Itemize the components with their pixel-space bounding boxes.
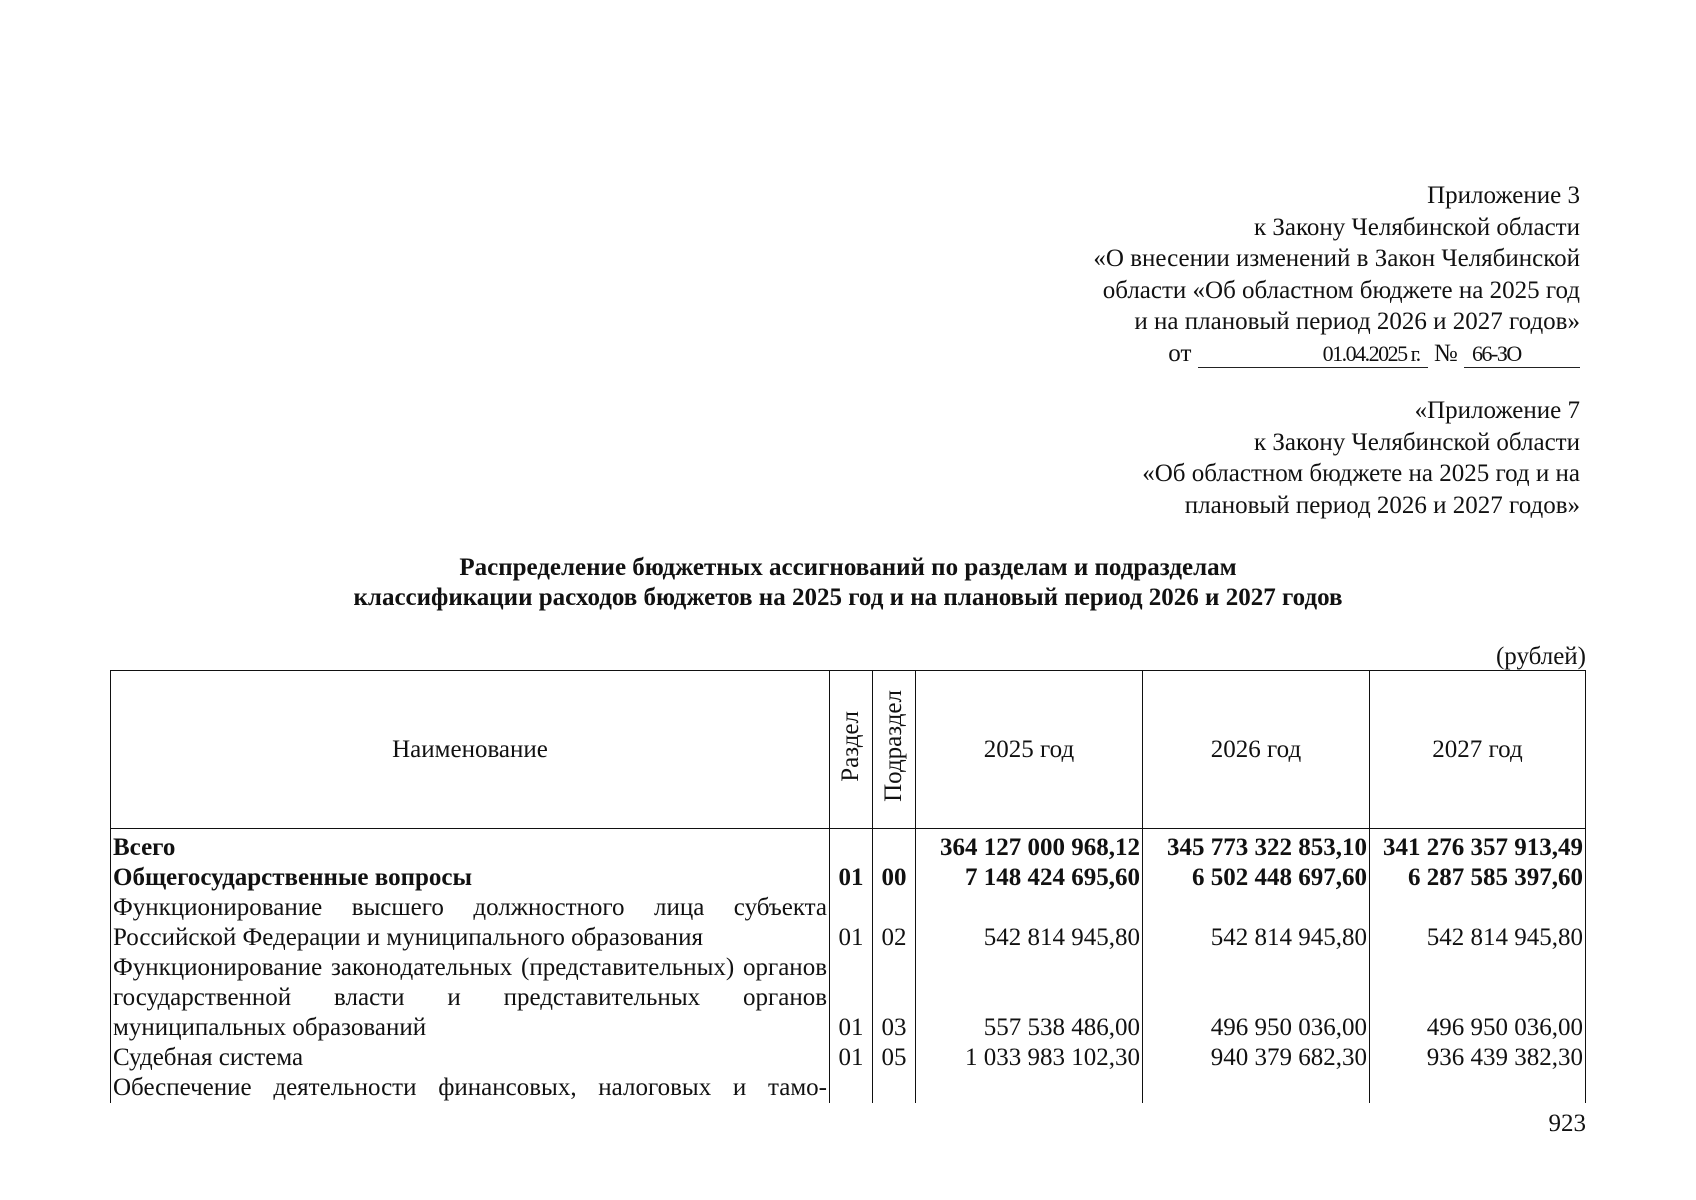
row-subsection: 05 — [873, 1043, 916, 1073]
table-row — [111, 829, 1586, 864]
row-2026: 940 379 682,30 — [1143, 1043, 1370, 1073]
page-number: 923 — [1548, 1110, 1586, 1137]
row-2025 — [916, 1073, 1143, 1103]
table-row — [111, 1073, 1586, 1103]
row-2026 — [1143, 1073, 1370, 1103]
row-name: Всего — [111, 829, 830, 864]
table-row — [111, 1043, 1586, 1073]
row-2026: 345 773 322 853,10 — [1143, 829, 1370, 864]
table-row — [111, 893, 1586, 953]
row-section: 01 — [830, 953, 873, 1043]
row-section — [830, 1073, 873, 1103]
budget-table — [110, 670, 1586, 1103]
table-header-row — [111, 671, 1586, 829]
row-2025: 7 148 424 695,60 — [916, 863, 1143, 893]
annex-line: «О внесении изменений в Закон Челябинской — [1093, 245, 1580, 272]
header-section — [830, 671, 873, 829]
law-date-value: 01.04.2025 г. — [1198, 341, 1428, 368]
row-subsection: 02 — [873, 893, 916, 953]
row-2026: 6 502 448 697,60 — [1143, 863, 1370, 893]
row-section: 01 — [830, 863, 873, 893]
row-2027: 496 950 036,00 — [1370, 953, 1586, 1043]
row-subsection — [873, 1073, 916, 1103]
header-subsection — [873, 671, 916, 829]
row-name: Обеспечение деятельности финансовых, налоговых и тамо- — [111, 1073, 830, 1103]
date-prefix: от — [1168, 339, 1192, 367]
header-name: Наименование — [111, 671, 830, 829]
annex-current-header — [1093, 180, 1580, 369]
annex-amended-header — [1142, 395, 1580, 521]
row-name: Общегосударственные вопросы — [111, 863, 830, 893]
row-section — [830, 829, 873, 864]
row-name: Функционирование законодательных (представительных) органов государственной власти и представительных органов муниципальных образований — [111, 953, 830, 1043]
row-2025: 542 814 945,80 — [916, 893, 1143, 953]
row-name: Функционирование высшего должностного лица субъекта Российской Федерации и муниципального образования — [111, 893, 830, 953]
table-body — [111, 829, 1586, 1104]
currency-unit: (рублей) — [1495, 643, 1586, 670]
row-2027: 542 814 945,80 — [1370, 893, 1586, 953]
row-2025: 557 538 486,00 — [916, 953, 1143, 1043]
annex-line: «Приложение 7 — [1414, 397, 1580, 424]
header-2027: 2027 год — [1370, 671, 1586, 829]
annex-line: и на плановый период 2026 и 2027 годов» — [1134, 308, 1580, 335]
annex-line: к Закону Челябинской области — [1254, 213, 1580, 241]
row-section: 01 — [830, 893, 873, 953]
row-2027: 341 276 357 913,49 — [1370, 829, 1586, 864]
row-section: 01 — [830, 1043, 873, 1073]
table-row — [111, 953, 1586, 1043]
row-2026: 496 950 036,00 — [1143, 953, 1370, 1043]
row-2027: 6 287 585 397,60 — [1370, 863, 1586, 893]
header-2026: 2026 год — [1143, 671, 1370, 829]
row-name: Судебная система — [111, 1043, 830, 1073]
row-2027 — [1370, 1073, 1586, 1103]
title-line-2: классификации расходов бюджетов на 2025 год и на плановый период 2026 и 2027 годов — [353, 584, 1343, 611]
annex-line: области «Об областном бюджете на 2025 год — [1102, 276, 1580, 304]
annex-line: к Закону Челябинской области — [1254, 428, 1580, 456]
number-prefix: № — [1433, 339, 1458, 367]
row-subsection: 00 — [873, 863, 916, 893]
row-2025: 1 033 983 102,30 — [916, 1043, 1143, 1073]
row-2026: 542 814 945,80 — [1143, 893, 1370, 953]
row-subsection: 03 — [873, 953, 916, 1043]
law-number-value: 66-ЗО — [1464, 341, 1580, 368]
table-row — [111, 863, 1586, 893]
law-date-number-line — [1093, 338, 1580, 370]
annex-line: плановый период 2026 и 2027 годов» — [1184, 491, 1580, 519]
header-2025: 2025 год — [916, 671, 1143, 829]
title-line-1: Распределение бюджетных ассигнований по разделам и подразделам — [459, 554, 1237, 581]
row-subsection — [873, 829, 916, 864]
row-2027: 936 439 382,30 — [1370, 1043, 1586, 1073]
annex-line: Приложение 3 — [1427, 182, 1580, 209]
document-title — [0, 553, 1696, 613]
row-2025: 364 127 000 968,12 — [916, 829, 1143, 864]
header-section-label: Раздел — [837, 710, 864, 782]
header-subsection-label: Подраздел — [880, 690, 907, 802]
annex-line: «Об областном бюджете на 2025 год и на — [1142, 460, 1580, 487]
